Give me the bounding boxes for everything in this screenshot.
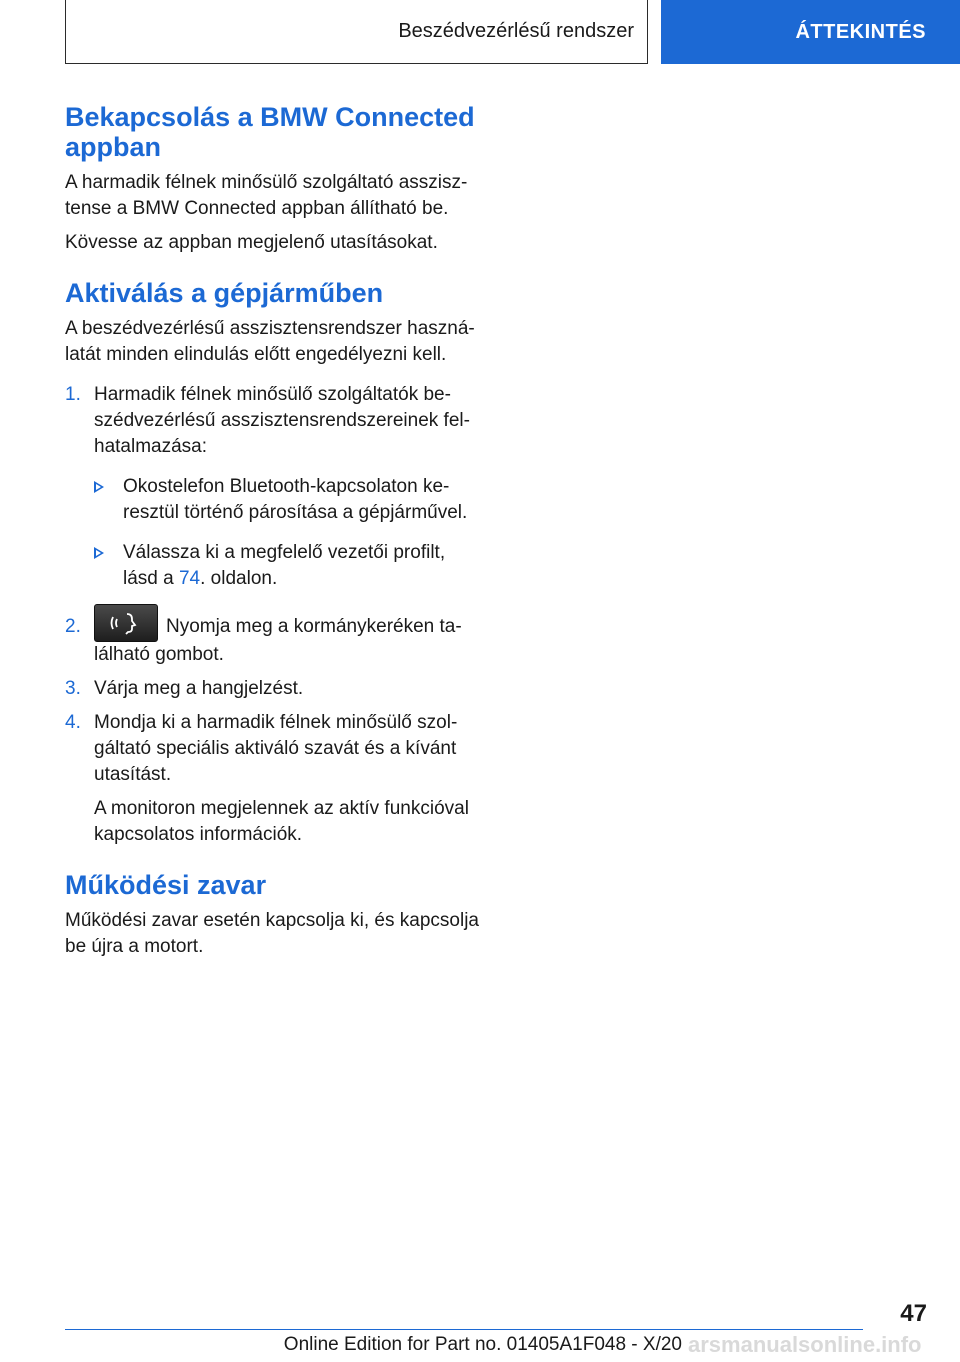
step-item (65, 382, 480, 592)
step-item (65, 676, 480, 702)
step-number: 3. (65, 678, 81, 699)
header-section-tab[interactable] (661, 0, 960, 64)
paragraph: Kövesse az appban megjelenő utasításokat. (65, 232, 438, 253)
bullet-text: Okostelefon Bluetooth-kapcsolaton ke-resztül történő párosítása a gépjárművel. (123, 476, 468, 523)
bullet-item (94, 474, 480, 526)
section-title-activation: Aktiválás a gépjárműben (65, 278, 384, 308)
header-section: ÁTTEKINTÉS (795, 20, 926, 43)
step-text: Harmadik félnek minősülő szolgáltatók be-szédvezérlésű asszisztensrendszereinek fel-hatalmazása: (94, 384, 470, 457)
step-note: A monitoron megjelennek az aktív funkcióval kapcsolatos információk. (94, 798, 469, 845)
triangle-bullet-icon (94, 547, 104, 559)
footer-edition: Online Edition for Part no. 01405A1F048 - X/20 (283, 1334, 682, 1355)
section-title-connected-app: Bekapcsolás a BMW Connected appban (65, 102, 475, 162)
bullet-item (94, 540, 480, 592)
step-item (65, 614, 480, 668)
step-text: Nyomja meg a kormánykeréken ta-lálható gombot. (94, 614, 480, 668)
step-item (65, 710, 480, 848)
step-text: Várja meg a hangjelzést. (94, 678, 304, 699)
paragraph: Működési zavar esetén kapcsolja ki, és kapcsolja be újra a motort. (65, 910, 479, 957)
voice-control-button-icon (94, 604, 158, 642)
paragraph: A beszédvezérlésű asszisztensrendszer haszná-latát minden elindulás előtt engedélyezni kell. (65, 318, 475, 365)
main-content (65, 102, 480, 960)
footer-divider (65, 1329, 863, 1330)
bullet-text: Válassza ki a megfelelő vezetői profilt, lásd a 74. oldalon. (123, 542, 446, 589)
step-number: 1. (65, 384, 81, 405)
step-text: Mondja ki a harmadik félnek minősülő szol-gáltató speciális aktiváló szavát és a kívánt utasítást. (94, 712, 458, 785)
header-chapter: Beszédvezérlésű rendszer (398, 20, 634, 42)
step-number: 2. (65, 616, 81, 637)
section-title-malfunction: Működési zavar (65, 870, 267, 900)
triangle-bullet-icon (94, 481, 104, 493)
step-number: 4. (65, 712, 81, 733)
watermark: arsmanualsonline.info (688, 1332, 922, 1357)
header-chapter-box (65, 0, 648, 64)
page-link[interactable]: 74 (178, 568, 201, 589)
paragraph: A harmadik félnek minősülő szolgáltató asszisz-tense a BMW Connected appban állítható be. (65, 172, 468, 219)
page-number: 47 (900, 1300, 927, 1327)
